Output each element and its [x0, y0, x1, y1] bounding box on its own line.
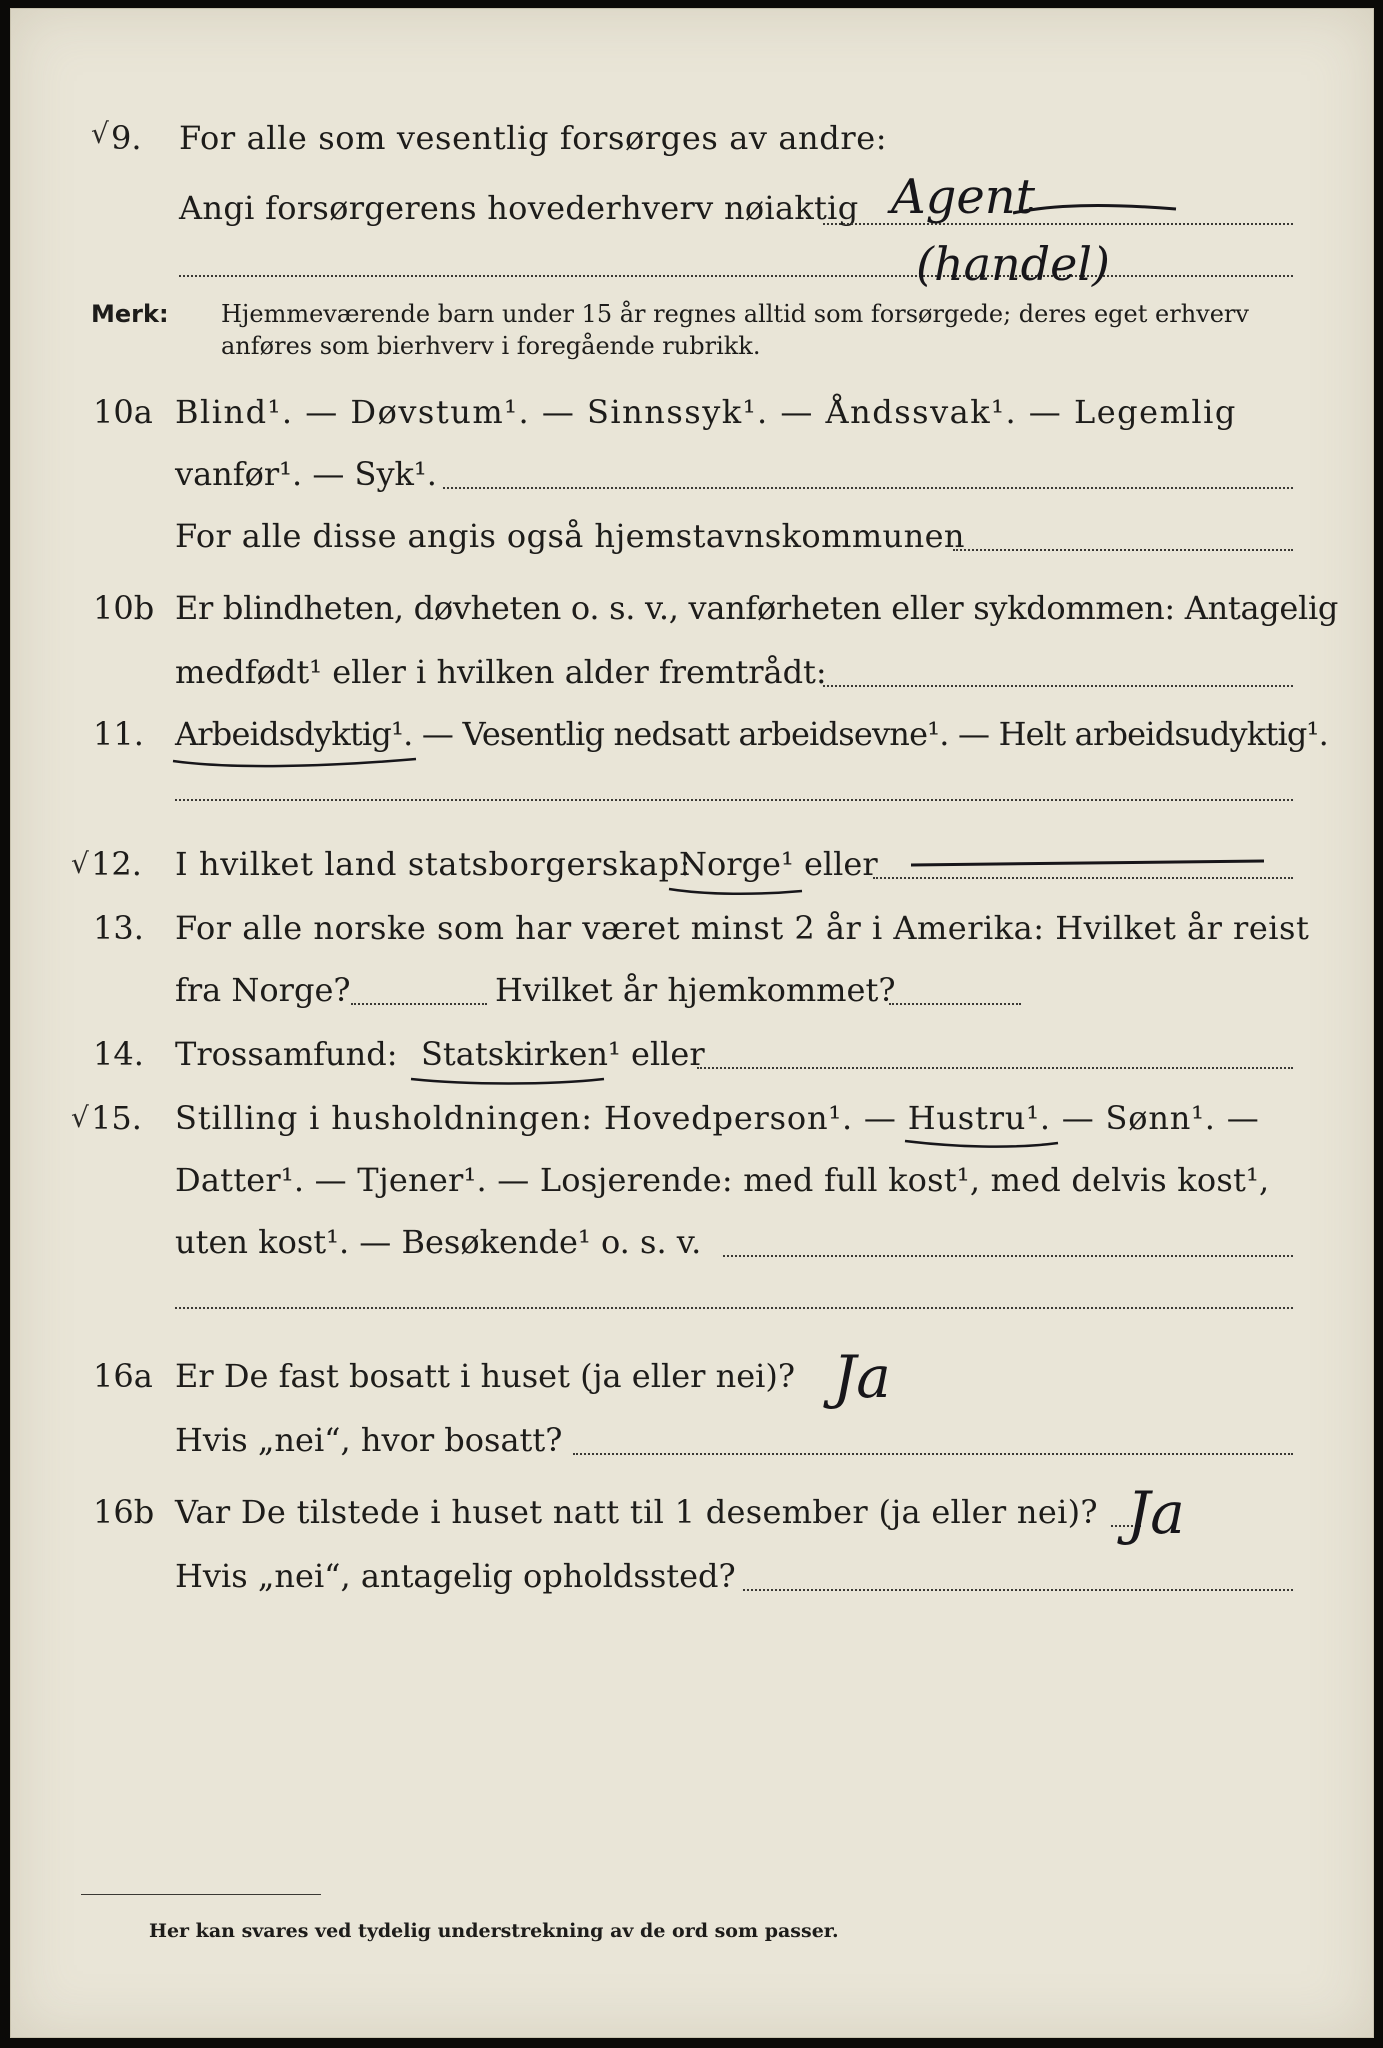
q16b-line2: Hvis „nei“, antagelig opholdssted? — [175, 1557, 736, 1595]
merk-line2: anføres som bierhverv i foregående rubrikk. — [221, 332, 761, 360]
q12-line1a: I hvilket land statsborgerskap: — [175, 845, 692, 883]
q16a-handwritten-answer: Ja — [833, 1343, 891, 1411]
q13-number: 13. — [93, 909, 144, 947]
q12-line1b: Norge¹ eller — [679, 845, 878, 883]
q12-answer-line — [873, 877, 1293, 879]
q11-number: 11. — [93, 715, 144, 753]
q13-line2b: Hvilket år hjemkommet? — [495, 971, 896, 1009]
checkmark-9: √ — [91, 117, 109, 150]
q15-hustru-underline — [903, 1135, 1063, 1153]
q15-line2: Datter¹. — Tjener¹. — Losjerende: med full kost¹, med delvis kost¹, — [175, 1161, 1270, 1199]
q13-return-line — [889, 1003, 1021, 1005]
q16b-line1: Var De tilstede i huset natt til 1 desember (ja eller nei)? — [175, 1493, 1098, 1531]
q16a-line1: Er De fast bosatt i huset (ja eller nei)? — [175, 1357, 796, 1395]
q9-number: 9. — [111, 119, 142, 157]
footnote-rule — [81, 1894, 321, 1895]
q15-number: 15. — [91, 1099, 142, 1137]
q14-line1a: Trossamfund: — [175, 1035, 398, 1073]
merk-label: Merk: — [91, 300, 169, 328]
q12-norge-underline — [667, 883, 807, 901]
q15-line1: Stilling i husholdningen: Hovedperson¹. — Hustru¹. — Sønn¹. — — [175, 1099, 1260, 1137]
q9-handwritten-answer2: (handel) — [916, 237, 1110, 291]
q15-answer-line1 — [723, 1255, 1293, 1257]
q10a-line1: Blind¹. — Døvstum¹. — Sinnssyk¹. — Åndssvak¹. — Legemlig — [175, 393, 1237, 431]
q10a-home-line — [953, 549, 1293, 551]
q16b-answer-line — [743, 1589, 1293, 1591]
q14-statskirken-underline — [409, 1073, 609, 1089]
q16b-handwritten-answer: Ja — [1127, 1479, 1185, 1547]
q10a-answer-line — [443, 487, 1293, 489]
q11-line1: Arbeidsdyktig¹. — Vesentlig nedsatt arbeidsevne¹. — Helt arbeidsudyktig¹. — [175, 715, 1328, 753]
q16a-number: 16a — [93, 1357, 153, 1395]
q9-handwritten-answer1: Agent — [891, 169, 1035, 225]
checkmark-12: √ — [71, 847, 89, 880]
q11-underline — [171, 753, 421, 773]
q14-answer-line — [697, 1067, 1293, 1069]
census-form-page — [10, 8, 1374, 2038]
q9-line1: For alle som vesentlig forsørges av andre: — [179, 119, 888, 157]
q9-line2: Angi forsørgerens hovederhverv nøiaktig — [179, 189, 859, 227]
q16b-number: 16b — [93, 1493, 155, 1531]
footnote-text: Her kan svares ved tydelig understrekning av de ord som passer. — [149, 1920, 839, 1942]
q10b-line1: Er blindheten, døvheten o. s. v., vanførheten eller sykdommen: Antagelig — [175, 589, 1339, 627]
q16a-line2: Hvis „nei“, hvor bosatt? — [175, 1421, 563, 1459]
q10b-number: 10b — [93, 589, 155, 627]
q10b-line2: medfødt¹ eller i hvilken alder fremtrådt: — [175, 653, 827, 691]
q10a-line2: vanfør¹. — Syk¹. — [175, 455, 437, 493]
q14-line1b: Statskirken¹ eller — [421, 1035, 705, 1073]
q14-number: 14. — [93, 1035, 144, 1073]
q13-line2a: fra Norge? — [175, 971, 351, 1009]
q15-answer-line2 — [175, 1307, 1293, 1309]
merk-line1: Hjemmeværende barn under 15 år regnes alltid som forsørgede; deres eget erhverv — [221, 300, 1249, 328]
q16a-answer-line — [573, 1453, 1293, 1455]
q9-answer-line2 — [179, 275, 1293, 277]
q10a-number: 10a — [93, 393, 153, 431]
q12-dash-stroke — [909, 855, 1269, 871]
q12-number: 12. — [91, 845, 142, 883]
q10b-answer-line — [823, 685, 1293, 687]
q11-answer-line — [175, 799, 1293, 801]
q13-line1: For alle norske som har været minst 2 år i Amerika: Hvilket år reist — [175, 909, 1310, 947]
checkmark-15: √ — [71, 1101, 89, 1134]
q15-line3: uten kost¹. — Besøkende¹ o. s. v. — [175, 1223, 702, 1261]
q9-flourish — [1011, 199, 1181, 221]
q13-departure-line — [351, 1003, 487, 1005]
q10a-line3: For alle disse angis også hjemstavnskommunen — [175, 517, 965, 555]
